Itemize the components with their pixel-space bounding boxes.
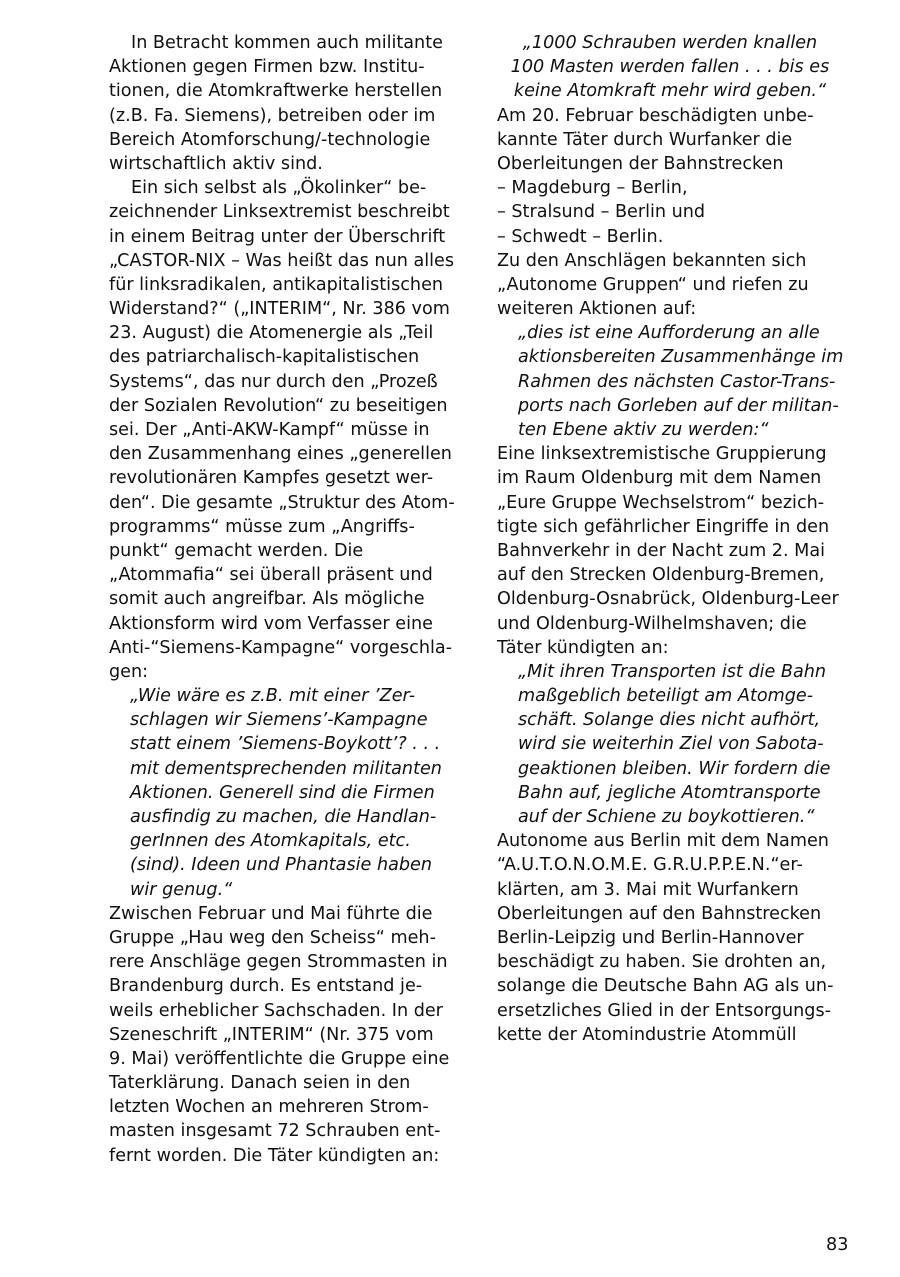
text-line: „Atommafia“ sei überall präsent und xyxy=(109,565,433,586)
text-line: in einem Beitrag unter der Überschrift xyxy=(109,226,446,247)
quote-line: „dies ist eine Aufforderung an alle xyxy=(518,323,820,344)
quote-line: ten Ebene aktiv zu werden:“ xyxy=(518,420,769,440)
text-line: wirtschaftlich aktiv sind. xyxy=(109,153,323,174)
text-line: Widerstand?“ („INTERIM“, Nr. 386 vom xyxy=(109,299,450,320)
quote-line: schlagen wir Siemens’-Kampagne xyxy=(130,710,428,731)
text-line: Gruppe „Hau weg den Scheiss“ meh- xyxy=(109,927,436,948)
quote-line: wir genug.“ xyxy=(130,879,233,900)
quote-line: Rahmen des nächsten Castor-Trans- xyxy=(518,371,836,392)
text-line: ersetzliches Glied in der Entsorgungs- xyxy=(497,1000,831,1021)
text-line: „Autonome Gruppen“ und riefen zu xyxy=(497,274,809,295)
text-line: Täter kündigten an: xyxy=(497,637,669,658)
quote-line: ausfindig zu machen, die Handlan- xyxy=(130,807,437,827)
text-line: somit auch angreifbar. Als mögliche xyxy=(109,589,425,610)
text-line: auf den Strecken Oldenburg-Bremen, xyxy=(497,565,825,586)
quote-line: „Wie wäre es z.B. mit einer ’Zer- xyxy=(130,686,416,707)
text-line: Eine linksextremistische Gruppierung xyxy=(497,444,827,465)
text-line: Berlin-Leipzig und Berlin-Hannover xyxy=(497,927,804,948)
text-line: Systems“, das nur durch den „Prozeß xyxy=(109,371,438,392)
text-line: gen: xyxy=(109,661,149,682)
text-line: 9. Mai) veröffentlichte die Gruppe eine xyxy=(109,1048,450,1069)
text-line: punkt“ gemacht werden. Die xyxy=(109,540,364,561)
text-line: Oberleitungen der Bahnstrecken xyxy=(497,153,784,174)
text-line: Brandenburg durch. Es entstand je- xyxy=(109,976,423,997)
left-column xyxy=(109,31,467,1168)
text-line: tionen, die Atomkraftwerke herstellen xyxy=(109,81,443,102)
text-line: (z.B. Fa. Siemens), betreiben oder im xyxy=(109,105,436,126)
quote-line: ports nach Gorleben auf der militan- xyxy=(518,395,839,416)
text-line: tigte sich gefährlicher Eingriffe in den xyxy=(497,516,830,537)
text-line: Autonome aus Berlin mit dem Namen xyxy=(497,831,829,852)
text-line: beschädigt zu haben. Sie drohten an, xyxy=(497,952,827,973)
quote-line: keine Atomkraft mehr wird geben.“ xyxy=(513,81,827,102)
text-line: „CASTOR-NIX – Was heißt das nun alles xyxy=(109,250,455,271)
text-line: solange die Deutsche Bahn AG als un- xyxy=(497,976,834,997)
text-line: Oldenburg-Osnabrück, Oldenburg-Leer xyxy=(497,589,839,610)
text-line: In Betracht kommen auch militante xyxy=(131,33,443,53)
text-line: weiteren Aktionen auf: xyxy=(497,299,697,320)
text-line: Zwischen Februar und Mai führte die xyxy=(109,903,433,924)
text-line: im Raum Oldenburg mit dem Namen xyxy=(497,468,822,489)
quote-line: „Mit ihren Transporten ist die Bahn xyxy=(518,661,827,682)
text-line: Oberleitungen auf den Bahnstrecken xyxy=(497,903,822,924)
text-line: “A.U.T.O.N.O.M.E. G.R.U.P.P.E.N.“er- xyxy=(497,855,803,876)
text-line: Ein sich selbst als „Ökolinker“ be- xyxy=(131,178,427,199)
text-line: Bereich Atomforschung/-technologie xyxy=(109,129,431,150)
text-line: kette der Atomindustrie Atommüll xyxy=(497,1024,797,1045)
text-line: weils erheblicher Sachschaden. In der xyxy=(109,1000,443,1021)
text-line: sei. Der „Anti-AKW-Kampf“ müsse in xyxy=(109,420,430,440)
text-line: Aktionsform wird vom Verfasser eine xyxy=(109,613,433,634)
text-line: „Eure Gruppe Wechselstrom“ bezich- xyxy=(497,492,825,513)
quote-line: Bahn auf, jegliche Atomtransporte xyxy=(518,782,821,803)
text-line: der Sozialen Revolution“ zu beseitigen xyxy=(109,395,448,416)
text-line: Taterklärung. Danach seien in den xyxy=(109,1073,411,1094)
text-line: des patriarchalisch-kapitalistischen xyxy=(109,347,420,368)
quote-line: schäft. Solange dies nicht aufhört, xyxy=(518,710,821,731)
text-line: Bahnverkehr in der Nacht zum 2. Mai xyxy=(497,540,826,561)
text-line: fernt worden. Die Täter kündigten an: xyxy=(109,1145,440,1166)
text-line: letzten Wochen an mehreren Strom- xyxy=(109,1097,429,1118)
quote-line: (sind). Ideen und Phantasie haben xyxy=(130,855,433,876)
quote-line: statt einem ’Siemens-Boykott’? . . . xyxy=(130,734,441,755)
text-line: kannte Täter durch Wurfanker die xyxy=(497,129,793,150)
quote-line: aktionsbereiten Zusammenhänge im xyxy=(518,347,844,368)
text-line: masten insgesamt 72 Schrauben ent- xyxy=(109,1121,441,1142)
text-line: den“. Die gesamte „Struktur des Atom- xyxy=(109,492,455,513)
right-column xyxy=(497,31,857,1047)
text-line: – Magdeburg – Berlin, xyxy=(497,178,688,199)
text-line: – Stralsund – Berlin und xyxy=(497,202,706,223)
text-line: Aktionen gegen Firmen bzw. Institu- xyxy=(109,57,425,78)
quote-line: „1000 Schrauben werden knallen xyxy=(522,33,818,53)
text-line: Szeneschrift „INTERIM“ (Nr. 375 vom xyxy=(109,1024,434,1045)
text-line: klärten, am 3. Mai mit Wurfankern xyxy=(497,879,799,900)
text-line: 23. August) die Atomenergie als „Teil xyxy=(109,323,434,344)
quote-line: 100 Masten werden fallen . . . bis es xyxy=(510,57,830,78)
quote-line: maßgeblich beteiligt am Atomge- xyxy=(518,686,814,707)
text-line: Zu den Anschlägen bekannten sich xyxy=(497,250,807,271)
text-line: zeichnender Linksextremist beschreibt xyxy=(109,202,450,223)
quote-line: auf der Schiene zu boykottieren.“ xyxy=(518,807,815,827)
page-number: 83 xyxy=(826,1235,849,1255)
text-line: – Schwedt – Berlin. xyxy=(497,226,664,247)
text-line: Am 20. Februar beschädigten unbe- xyxy=(497,105,814,126)
text-line: für linksradikalen, antikapitalistischen xyxy=(109,274,444,295)
text-line: den Zusammenhang eines „generellen xyxy=(109,444,452,465)
text-line: rere Anschläge gegen Strommasten in xyxy=(109,952,448,973)
text-line: Anti-“Siemens-Kampagne“ vorgeschla- xyxy=(109,637,452,658)
quote-line: mit dementsprechenden militanten xyxy=(130,758,442,779)
quote-line: Aktionen. Generell sind die Firmen xyxy=(130,782,435,803)
quote-line: wird sie weiterhin Ziel von Sabota- xyxy=(518,734,824,755)
text-line: und Oldenburg-Wilhelmshaven; die xyxy=(497,613,807,634)
quote-line: geaktionen bleiben. Wir fordern die xyxy=(518,758,831,779)
quote-line: gerInnen des Atomkapitals, etc. xyxy=(130,831,411,852)
text-line: programms“ müsse zum „Angriffs- xyxy=(109,516,415,537)
text-line: revolutionären Kampfes gesetzt wer- xyxy=(109,468,434,489)
